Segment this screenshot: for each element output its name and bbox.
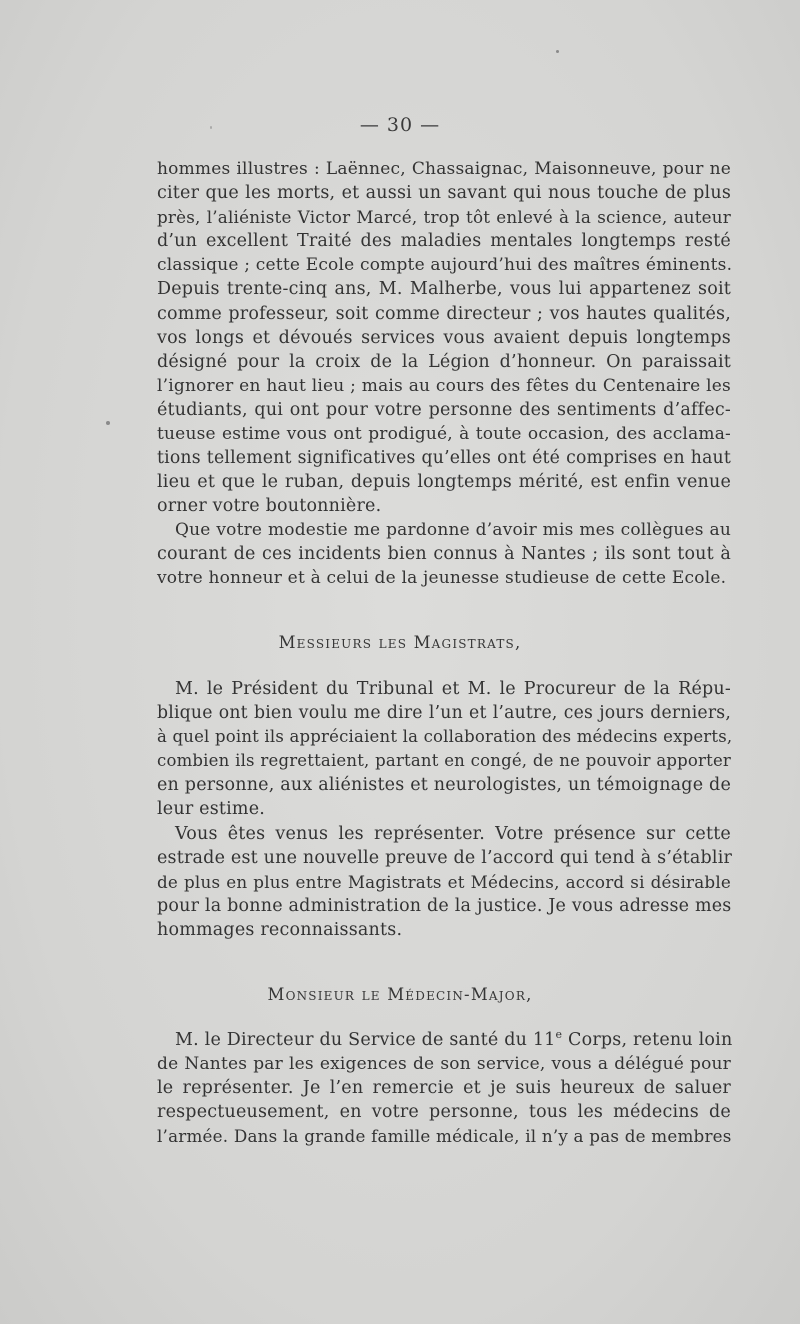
- text-line: Vous êtes venus les représenter. Votre présence sur cette: [175, 824, 731, 844]
- text-line: classique ; cette Ecole compte aujourd’hui des maîtres éminents.: [157, 255, 733, 276]
- text-line: de plus en plus entre Magistrats et Médecins, accord si désirable: [157, 872, 731, 893]
- text-line: Que votre modestie me pardonne d’avoir mis mes collègues au: [175, 520, 731, 540]
- heading-magistrats: Messieurs les Magistrats,: [278, 633, 522, 652]
- text-line: à quel point ils appréciaient la collaboration des médecins experts,: [157, 727, 733, 747]
- paper-speck: [106, 421, 110, 425]
- text-line: Depuis trente-cinq ans, M. Malherbe, vous lui appartenez soit: [157, 279, 731, 300]
- text-line: l’ignorer en haut lieu ; mais au cours des fêtes du Centenaire les: [157, 375, 731, 396]
- text-fragment: M. le Directeur du Service de santé du 11: [175, 1030, 556, 1050]
- text-line: de Nantes par les exigences de son service, vous a délégué pour: [157, 1054, 731, 1075]
- paper-speck: [556, 50, 559, 53]
- text-line: vos longs et dévoués services vous avaient depuis longtemps: [157, 327, 731, 348]
- paragraph-directeur-service-sante: [157, 1028, 731, 1148]
- paragraph-modestie: [157, 518, 731, 590]
- text-line: pour la bonne administration de la justice. Je vous adresse mes: [157, 896, 732, 917]
- text-fragment: Corps, retenu loin: [562, 1030, 733, 1050]
- text-line: estrade est une nouvelle preuve de l’accord qui tend à s’établir: [157, 848, 733, 869]
- paragraph-vous-etes-venus: [157, 822, 731, 942]
- text-line: leur estime.: [157, 799, 266, 820]
- text-line: votre honneur et à celui de la jeunesse studieuse de cette Ecole.: [157, 568, 727, 589]
- superscript: e: [555, 1028, 563, 1042]
- text-line: respectueusement, en votre personne, tous les médecins de: [157, 1102, 731, 1123]
- text-line: comme professeur, soit comme directeur ; vos hautes qualités,: [157, 303, 731, 324]
- text-line: étudiants, qui ont pour votre personne des sentiments d’affec-: [157, 399, 731, 420]
- text-line: l’armée. Dans la grande famille médicale, il n’y a pas de membres: [157, 1126, 732, 1147]
- text-line: le représenter. Je l’en remercie et je suis heureux de saluer: [157, 1078, 731, 1099]
- text-line: tueuse estime vous ont prodigué, à toute occasion, des acclama-: [157, 424, 731, 445]
- text-line: tions tellement significatives qu’elles ont été comprises en haut: [157, 448, 731, 469]
- text-line: en personne, aux aliénistes et neurologistes, un témoignage de: [157, 775, 731, 796]
- text-line: lieu et que le ruban, depuis longtemps mérité, est enfin venue: [157, 472, 731, 493]
- text-line: blique ont bien voulu me dire l’un et l’autre, ces jours derniers,: [157, 703, 731, 724]
- text-line: courant de ces incidents bien connus à Nantes ; ils sont tout à: [157, 544, 731, 565]
- heading-medecin-major: Monsieur le Médecin-Major,: [267, 985, 533, 1004]
- text-line: près, l’aliéniste Victor Marcé, trop tôt enlevé à la science, auteur: [157, 207, 731, 228]
- text-line: hommes illustres : Laënnec, Chassaignac, Maisonneuve, pour ne: [157, 159, 731, 179]
- text-line: hommages reconnaissants.: [157, 920, 403, 941]
- text-line: d’un excellent Traité des maladies mentales longtemps resté: [157, 231, 731, 252]
- text-line: combien ils regrettaient, partant en congé, de ne pouvoir apporter: [157, 751, 731, 771]
- paragraph-legion-honneur: [157, 157, 731, 518]
- text-line: désigné pour la croix de la Légion d’honneur. On paraissait: [157, 351, 731, 372]
- paragraph-president-tribunal: [157, 677, 731, 822]
- text-line: orner votre boutonnière.: [157, 496, 382, 517]
- text-line: [157, 1028, 731, 1052]
- text-line: citer que les morts, et aussi un savant qui nous touche de plus: [157, 183, 731, 204]
- text-line: M. le Président du Tribunal et M. le Procureur de la Répu-: [175, 679, 731, 699]
- page-number: — 30 —: [359, 114, 441, 136]
